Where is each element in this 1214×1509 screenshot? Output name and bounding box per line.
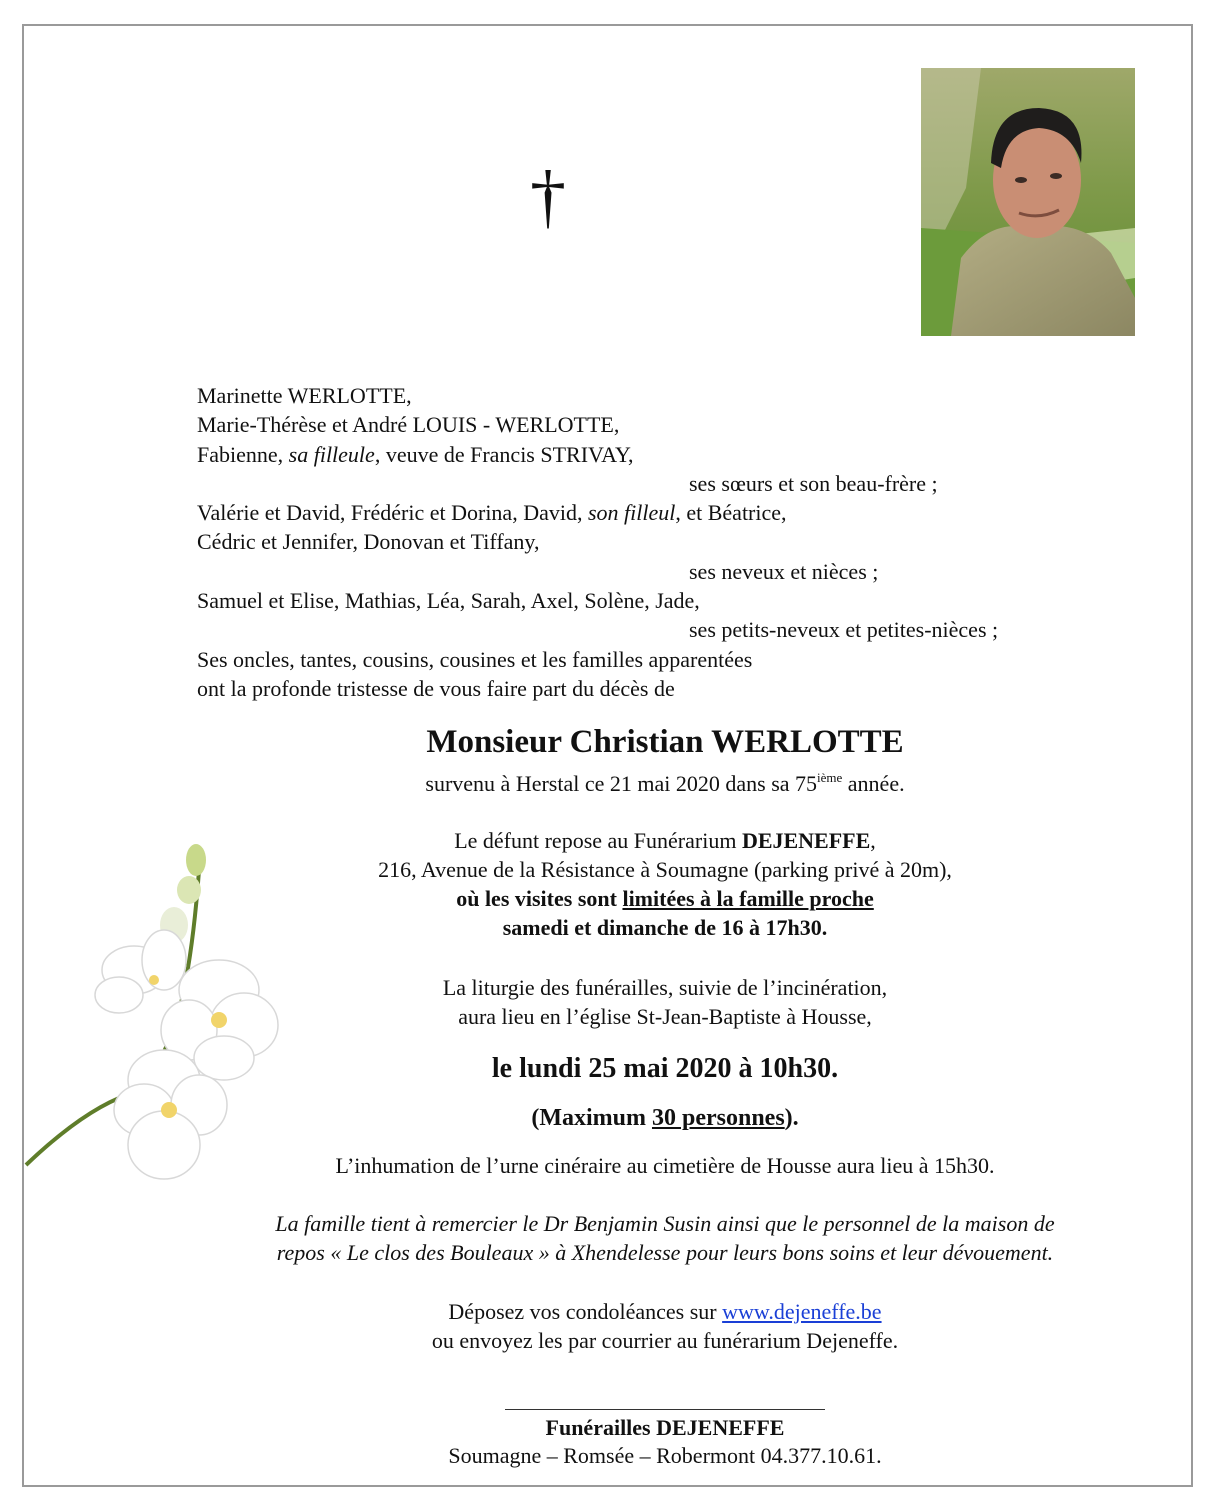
family-line: ont la profonde tristesse de vous faire part du décès de <box>197 675 675 701</box>
portrait-photo <box>921 68 1135 336</box>
signature-rule <box>505 1409 825 1410</box>
family-line: Marie-Thérèse et André LOUIS - WERLOTTE, <box>197 412 620 438</box>
ceremony-line: La liturgie des funérailles, suivie de l’incinération, <box>442 975 888 1000</box>
family-relation: ses sœurs et son beau-frère ; <box>689 470 938 496</box>
family-relation: ses neveux et nièces ; <box>689 558 879 584</box>
family-line: Samuel et Elise, Mathias, Léa, Sarah, Axel, Solène, Jade, <box>197 588 700 614</box>
death-details: survenu à Herstal ce 21 mai 2020 dans sa 75ième année. <box>425 770 905 796</box>
ceremony-place: aura lieu en l’église St-Jean-Baptiste à Housse, <box>458 1004 872 1029</box>
visit-line: Le défunt repose au Funérarium DEJENEFFE, <box>454 828 876 853</box>
family-list <box>197 381 1097 703</box>
orchid-icon <box>24 840 314 1200</box>
visit-address: 216, Avenue de la Résistance à Soumagne (parking privé à 20m), <box>378 857 952 882</box>
website-link[interactable]: www.dejeneffe.be <box>722 1299 882 1324</box>
attendance-limit: (Maximum 30 personnes). <box>531 1105 799 1131</box>
family-line: Fabienne, sa filleule, veuve de Francis STRIVAY, <box>197 441 634 467</box>
thanks-line: La famille tient à remercier le Dr Benjamin Susin ainsi que le personnel de la maison de <box>275 1211 1055 1236</box>
family-line: Marinette WERLOTTE, <box>197 383 412 408</box>
company-name: Funérailles DEJENEFFE <box>545 1415 785 1440</box>
deceased-name: Monsieur Christian WERLOTTE <box>426 724 904 760</box>
cross-icon: † <box>530 156 566 236</box>
visit-restriction: où les visites sont limitées à la famille proche <box>456 886 874 911</box>
family-line: Cédric et Jennifer, Donovan et Tiffany, <box>197 529 540 555</box>
burial-info: L’inhumation de l’urne cinéraire au cimetière de Housse aura lieu à 15h30. <box>335 1153 995 1178</box>
family-line: Ses oncles, tantes, cousins, cousines et les familles apparentées <box>197 646 753 672</box>
thanks-line: repos « Le clos des Bouleaux » à Xhendelesse pour leurs bons soins et leur dévouement. <box>276 1240 1054 1265</box>
company-locations: Soumagne – Romsée – Robermont 04.377.10.61. <box>448 1443 882 1468</box>
ceremony-date: le lundi 25 mai 2020 à 10h30. <box>491 1053 839 1084</box>
visit-hours: samedi et dimanche de 16 à 17h30. <box>502 915 828 940</box>
condolences-mail: ou envoyez les par courrier au funérarium Dejeneffe. <box>431 1328 899 1353</box>
family-relation: ses petits-neveux et petites-nièces ; <box>689 617 999 643</box>
condolences-line: Déposez vos condoléances sur www.dejeneffe.be <box>448 1299 882 1324</box>
family-line: Valérie et David, Frédéric et Dorina, David, son filleul, et Béatrice, <box>197 500 787 526</box>
